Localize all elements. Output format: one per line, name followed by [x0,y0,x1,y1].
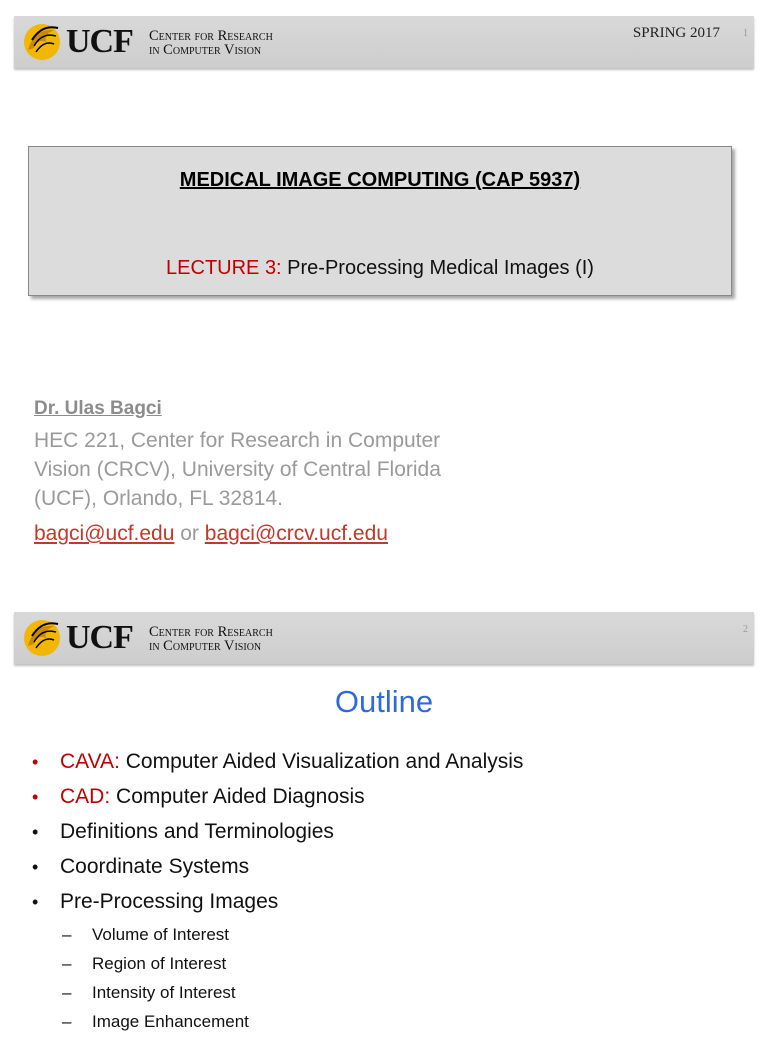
outline-item [32,750,752,785]
outline-subitem [32,925,752,954]
outline-subitem [32,1012,752,1041]
header-bar [14,612,754,664]
outline-subitem-text: Volume of Interest [92,925,230,944]
outline-item-text: Definitions and Terminologies [60,820,334,843]
address-line: HEC 221, Center for Research in Computer [34,429,441,452]
outline-item [32,890,752,925]
address-line: Vision (CRCV), University of Central Florida [34,458,441,481]
outline-item [32,820,752,855]
email-link-crcv[interactable]: bagci@crcv.ucf.edu [204,522,388,545]
lecture-line [29,257,731,280]
term-label: SPRING 2017 [632,25,720,41]
slide-number: 2 [743,624,748,635]
ucf-pegasus-logo-icon [20,20,64,64]
email-line [34,519,594,548]
bullet-icon: • [32,752,39,772]
author-name: Dr. Ulas Bagci [34,398,162,419]
outline-item-text: Coordinate Systems [60,855,250,878]
dash-icon: – [62,1012,72,1031]
dash-icon: – [62,925,72,944]
outline-subitem [32,983,752,1012]
ucf-logo-text: UCF [66,23,133,60]
bullet-icon: • [32,892,39,912]
title-box [28,146,732,296]
dash-icon: – [62,983,72,1002]
bullet-icon: • [32,857,39,877]
crcv-line-2: in Computer Vision [149,42,262,58]
email-separator: or [174,522,205,545]
course-title: MEDICAL IMAGE COMPUTING (CAP 5937) [179,169,581,191]
crcv-line-2: in Computer Vision [149,638,262,654]
lecture-title: Pre-Processing Medical Images (I) [281,257,594,279]
outline-subitem-text: Region of Interest [92,954,227,973]
crcv-line-1: Center for Research [149,28,273,44]
dash-icon: – [62,954,72,973]
outline-item-text: Pre-Processing Images [60,890,279,913]
author-block [34,398,594,548]
outline-item-label: CAD: [60,785,111,808]
header-bar [14,16,754,68]
lecture-label: LECTURE 3: [166,257,282,279]
address-line: (UCF), Orlando, FL 32814. [34,487,283,510]
outline-list [32,750,752,1041]
outline-subitem-text: Image Enhancement [92,1012,249,1031]
crcv-logo-text [149,29,273,57]
crcv-logo-text [149,625,273,653]
email-link-ucf[interactable]: bagci@ucf.edu [34,522,175,545]
outline-subitem-text: Intensity of Interest [92,983,236,1002]
outline-item [32,855,752,890]
ucf-pegasus-logo-icon [20,616,64,660]
outline-item-label: CAVA: [60,750,120,773]
bullet-icon: • [32,787,39,807]
outline-item [32,785,752,820]
ucf-logo-text: UCF [66,619,133,656]
outline-item-text: Computer Aided Visualization and Analysis [119,750,524,773]
slide-number: 1 [743,28,748,39]
bullet-icon: • [32,822,39,842]
outline-item-text: Computer Aided Diagnosis [110,785,365,808]
outline-subitem [32,954,752,983]
crcv-line-1: Center for Research [149,624,273,640]
outline-title: Outline [334,684,434,719]
